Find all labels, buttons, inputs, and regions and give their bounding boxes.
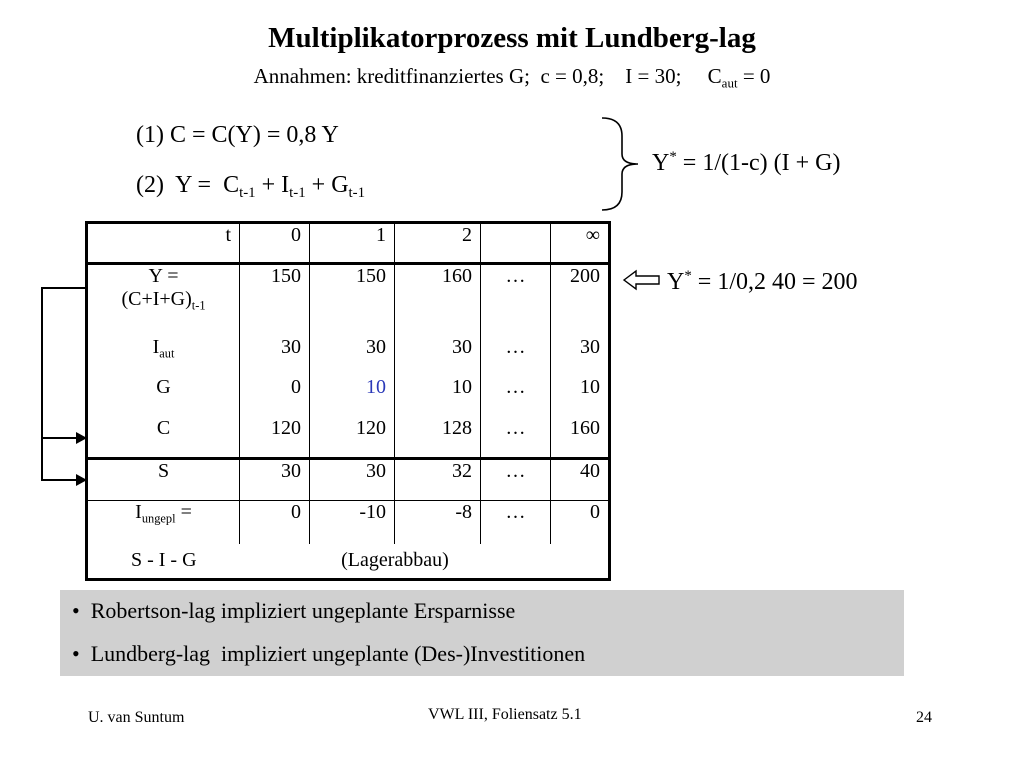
table-cell: 120 xyxy=(240,417,310,459)
multiplier-base: Y xyxy=(652,150,670,176)
subtitle-text: Annahmen: kreditfinanziertes G; c = 0,8; I = 30; C xyxy=(253,64,722,88)
row-label: G xyxy=(87,376,240,416)
header-cell xyxy=(481,223,551,264)
footer-course: VWL III, Foliensatz 5.1 xyxy=(428,706,582,723)
table-cell: … xyxy=(481,376,551,416)
eq2-sub1: t-1 xyxy=(239,185,256,202)
row-iungepl-label-tail: = xyxy=(175,501,192,524)
table-cell: 150 xyxy=(240,264,310,336)
table-cell-empty xyxy=(551,544,610,580)
row-iungepl-label-sub: ungepl xyxy=(141,511,176,526)
row-iaut-label-sub: aut xyxy=(159,346,175,361)
slide-subtitle xyxy=(0,64,1024,89)
header-cell: t xyxy=(87,223,240,264)
table-cell: 30 xyxy=(240,336,310,376)
table-cell: 160 xyxy=(570,416,600,439)
row-y-label2-sub: t-1 xyxy=(191,298,206,313)
table-cell: 0 xyxy=(590,501,600,524)
bullet-text: Lundberg-lag impliziert ungeplante (Des-)Investitionen xyxy=(90,641,586,666)
table-row-g xyxy=(87,376,610,416)
multiplier-rest: = 1/(1-c) (I + G) xyxy=(676,150,841,176)
footer-page-number: 24 xyxy=(916,709,932,726)
row-iaut-label: I xyxy=(152,335,160,358)
header-cell: 0 xyxy=(240,223,310,264)
table-cell: 30 xyxy=(395,336,481,376)
subtitle-sub: aut xyxy=(721,75,738,91)
table-cell: … xyxy=(481,264,551,336)
header-cell: ∞ xyxy=(551,223,610,264)
result-formula xyxy=(667,269,858,296)
table-cell: 30 xyxy=(240,458,310,500)
header-cell: 2 xyxy=(395,223,481,264)
equation-2 xyxy=(136,172,366,202)
row-label xyxy=(87,501,240,544)
table-cell: … xyxy=(481,501,551,544)
data-table xyxy=(85,221,611,581)
table-cell: 0 xyxy=(240,501,310,544)
left-arrow-icon xyxy=(622,268,662,292)
table-cell: 0 xyxy=(240,376,310,416)
table-cell: 128 xyxy=(395,417,481,459)
table-cell: -8 xyxy=(395,501,481,544)
multiplier-formula xyxy=(652,150,840,177)
row-label xyxy=(87,264,240,336)
row-note: (Lagerabbau) xyxy=(341,549,449,572)
curly-brace-icon xyxy=(598,116,648,212)
table-row-c xyxy=(87,417,610,459)
table-cell: 30 xyxy=(310,336,395,376)
table-cell: … xyxy=(481,417,551,459)
result-sup: * xyxy=(684,268,692,285)
header-cell: 1 xyxy=(310,223,395,264)
row-label: S - I - G xyxy=(130,549,197,572)
eq2-mid2: + G xyxy=(305,172,349,198)
result-rest: = 1/0,2 40 = 200 xyxy=(691,269,858,295)
footer-author: U. van Suntum xyxy=(88,709,185,726)
subtitle-tail: = 0 xyxy=(737,64,771,88)
table-cell: -10 xyxy=(310,501,395,544)
table-cell: 10 xyxy=(580,376,600,399)
highlighted-cell: 10 xyxy=(310,376,395,416)
equation-1: (1) C = C(Y) = 0,8 Y xyxy=(136,122,339,148)
eq2-mid1: + I xyxy=(255,172,290,198)
table-row-last xyxy=(87,544,610,580)
table-row-y xyxy=(87,264,610,336)
table-cell: 160 xyxy=(395,264,481,336)
table-cell: 40 xyxy=(551,458,610,500)
table-cell: 200 xyxy=(570,265,600,288)
row-y-label2: (C+I+G) xyxy=(121,288,192,311)
row-label xyxy=(87,336,240,376)
table-cell: … xyxy=(481,458,551,500)
table-row-iaut xyxy=(87,336,610,376)
multiplier-sup: * xyxy=(669,149,677,166)
table-cell: 120 xyxy=(310,417,395,459)
table-cell: 30 xyxy=(310,458,395,500)
bullet-item: • Robertson-lag impliziert ungeplante Ersparnisse xyxy=(72,598,516,623)
slide-title: Multiplikatorprozess mit Lundberg-lag xyxy=(268,22,756,54)
eq2-sub2: t-1 xyxy=(289,185,306,202)
table-cell: 150 xyxy=(310,264,395,336)
table-cell: … xyxy=(481,336,551,376)
bullet-box xyxy=(60,590,904,676)
bullet-text: Robertson-lag impliziert ungeplante Ersparnisse xyxy=(90,598,516,623)
row-y-label1: Y = xyxy=(148,265,179,288)
table-cell: 10 xyxy=(395,376,481,416)
result-base: Y xyxy=(667,269,685,295)
table-row-iungepl xyxy=(87,501,610,544)
table-row-s xyxy=(87,458,610,500)
eq2-prefix: (2) Y = C xyxy=(136,172,240,198)
eq2-sub3: t-1 xyxy=(348,185,366,202)
row-label: C xyxy=(87,417,240,459)
feedback-arrows-icon xyxy=(36,280,88,492)
row-label: S xyxy=(87,458,240,500)
bullet-item: • Lundberg-lag impliziert ungeplante (Des-)Investitionen xyxy=(72,641,586,666)
table-cell: 30 xyxy=(580,335,600,358)
table-header-row xyxy=(87,223,610,264)
table-cell: 32 xyxy=(395,458,481,500)
row-iungepl-label: I xyxy=(135,501,142,524)
